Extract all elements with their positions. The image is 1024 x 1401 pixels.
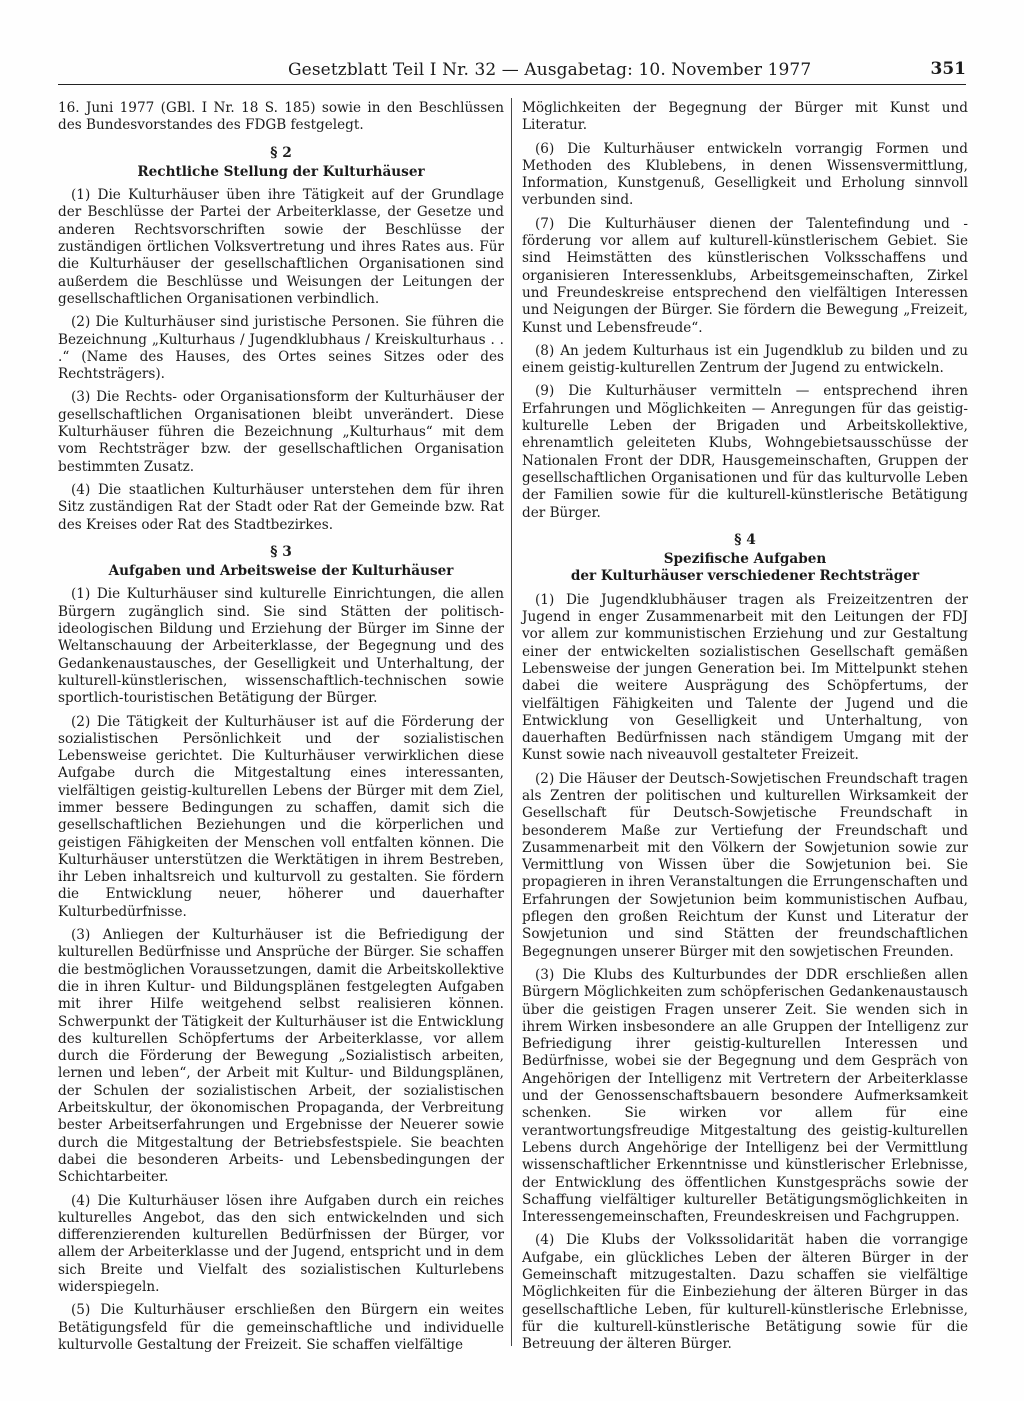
section-3-paragraph-4: (4) Die Kulturhäuser lösen ihre Aufgaben durch ein reiches kulturelles Angebot, das den sich entwickelnden und sich differenzierenden kulturellen Bedürfnissen der Bürger, vor allem der Arbeiterklasse und der Jugend, entspricht und in dem sich Breite und Vielfalt des sozialistischen Kulturlebens widerspiegeln. xyxy=(58,1192,504,1295)
paragraph-continuation: Möglichkeiten der Begegnung der Bürger mit Kunst und Literatur. xyxy=(522,100,968,134)
column-divider xyxy=(511,98,512,1346)
section-2-paragraph-4: (4) Die staatlichen Kulturhäuser unterstehen dem für ihren Sitz zuständigen Rat der Stadt oder Rat der Gemeinde bzw. Rat des Kreises oder Rat des Stadtbezirkes. xyxy=(58,481,504,533)
section-4-title xyxy=(522,551,968,586)
section-3-number: § 3 xyxy=(270,543,292,560)
section-3-paragraph-3: (3) Anliegen der Kulturhäuser ist die Befriedigung der kulturellen Bedürfnisse und Ansprüche der Bürger. Sie schaffen die bestmöglichen Voraussetzungen, damit die Arbeitskollektive die in ihren Kultur- und Bildungsplänen festgelegten Aufgaben mit ihrer Hilfe weitgehend selbst realisieren können. Schwerpunkt der Tätigkeit der Kulturhäuser ist die Entwicklung des kulturellen Schöpfertums der Arbeiterklasse, vor allem durch die Förderung der Bewegung „Sozialistisch arbeiten, lernen und leben“, der Arbeit mit Kultur- und Bildungsplänen, der Schulen der sozialistischen Arbeit, der sozialistischen Arbeitskultur, der ökonomischen Propaganda, der Verbreitung bester Arbeitserfahrungen und Ergebnisse der Neuerer sowie durch die Mitgestaltung der Betriebsfestspiele. Sie beachten dabei die besonderen Arbeits- und Lebensbedingungen der Schichtarbeiter. xyxy=(58,927,504,1186)
section-3-paragraph-1: (1) Die Kulturhäuser sind kulturelle Einrichtungen, die allen Bürgern zugänglich sind. Sie sind Stätten der politisch-ideologischen Bildung und Erziehung der Bürger im Sinne der Weltanschauung der Arbeiterklasse, der Begegnung und des Gedankenaustausches, der Geselligkeit und Unterhaltung, der kulturell-künstlerischen, wissenschaftlich-technischen sowie sportlich-touristischen Betätigung der Bürger. xyxy=(58,586,504,707)
section-4-paragraph-3: (3) Die Klubs des Kulturbundes der DDR erschließen allen Bürgern Möglichkeiten zum schöpferischen Gedankenaustausch über die geistigen Fragen unserer Zeit. Sie wenden sich in ihrem Wirken insbesondere an alle Gruppen der Intelligenz zur Befriedigung ihrer geistig-kulturellen Interessen und Bedürfnisse, wobei sie der Begegnung und dem Gespräch von Angehörigen der Intelligenz mit Vertretern der Arbeiterklasse und der Genossenschaftsbauern besondere Aufmerksamkeit schenken. Sie wirken vor allem für eine verantwortungsfreudige Mitgestaltung des geistig-kulturellen Lebens durch Angehörige der Intelligenz bei der Vermittlung wissenschaftlicher Erkenntnisse und künstlerischer Erlebnisse, der Entwicklung des öffentlichen Kunstgesprächs sowie der Schaffung vielfältiger kultureller Betätigungsmöglichkeiten in Interessengemeinschaften, Freundeskreisen und Fachgruppen. xyxy=(522,966,968,1226)
section-4-paragraph-4: (4) Die Klubs der Volkssolidarität haben die vorrangige Aufgabe, ein glückliches Leben der älteren Bürger in der Gemeinschaft mitzugestalten. Dazu schaffen sie vielfältige Möglichkeiten für die Einbeziehung der älteren Bürger in das gesellschaftliche Leben, für kulturell-künstlerische Erlebnisse, für die kulturell-künstlerische Betätigung sowie für die Betreuung der älteren Bürger. xyxy=(522,1232,968,1353)
left-column xyxy=(58,100,504,1360)
section-3-paragraph-7: (7) Die Kulturhäuser dienen der Talentefindung und -förderung vor allem auf kulturell-künstlerischem Gebiet. Sie sind Heimstätten des künstlerischen Volksschaffens und organisieren Interessenklubs, Arbeitsgemeinschaften, Zirkel und Freundeskreise entsprechend den vielfältigen Interessen und Neigungen der Bürger. Sie fördern die Bewegung „Freizeit, Kunst und Lebensfreude“. xyxy=(522,215,968,336)
section-3-title: Aufgaben und Arbeitsweise der Kulturhäuser xyxy=(108,563,454,580)
section-3-paragraph-9: (9) Die Kulturhäuser vermitteln — entsprechend ihren Erfahrungen und Möglichkeiten — Anregungen für das geistig-kulturelle Leben der Brigaden und Arbeitskollektive, ehrenamtlich geleiteten Klubs, Wohngebietsausschüsse der Nationalen Front der DDR, Hausgemeinschaften, Gruppen der gesellschaftlichen Organisationen und für das kulturvolle Leben der Familien sowie für die kulturell-künstlerische Betätigung der Bürger. xyxy=(522,383,968,521)
section-3-paragraph-6: (6) Die Kulturhäuser entwickeln vorrangig Formen und Methoden des Klublebens, in denen Wissensvermittlung, Information, Kunstgenuß, Geselligkeit und Erholung sinnvoll verbunden sind. xyxy=(522,140,968,209)
section-3-paragraph-8: (8) An jedem Kulturhaus ist ein Jugendklub zu bilden und zu einem geistig-kulturellen Zentrum der Jugend zu entwickeln. xyxy=(522,342,968,377)
section-2-number: § 2 xyxy=(270,144,292,161)
section-4-paragraph-2: (2) Die Häuser der Deutsch-Sowjetischen Freundschaft tragen als Zentren der politischen und kulturellen Wirksamkeit der Gesellschaft für Deutsch-Sowjetische Freundschaft in besonderem Maße zur Vertiefung der Freundschaft und Zusammenarbeit mit den Völkern der Sowjetunion sowie zur Vermittlung von Wissen über die Sowjetunion bei. Sie propagieren in ihren Veranstaltungen die Errungenschaften und Erfahrungen der Sowjetunion beim kommunistischen Aufbau, pflegen den großen Reichtum der Kunst und Literatur der Sowjetunion und sind Stätten der freundschaftlichen Begegnungen unserer Bürger mit den sowjetischen Freunden. xyxy=(522,770,968,960)
section-2-paragraph-2: (2) Die Kulturhäuser sind juristische Personen. Sie führen die Bezeichnung „Kulturhaus / Jugendklubhaus / Kreiskulturhaus . . .“ (Name des Hauses, des Ortes seines Sitzes oder des Rechtsträgers). xyxy=(58,314,504,383)
section-4-paragraph-1: (1) Die Jugendklubhäuser tragen als Freizeitzentren der Jugend in enger Zusammenarbeit mit den Leitungen der FDJ vor allem zur kommunistischen Erziehung und zur Gestaltung einer der entwickelten sozialistischen Gesellschaft gemäßen Lebensweise der jungen Generation bei. Im Mittelpunkt stehen dabei die weitere Ausprägung des Schöpfertums, der vielfältigen Fähigkeiten und Talente der Jugend und die Entwicklung von Geselligkeit und Unterhaltung, von dauerhaften Bedürfnissen nach ständigem Umgang mit der Kunst sowie nach niveauvoll gestalteter Freizeit. xyxy=(522,591,968,764)
section-2-paragraph-1: (1) Die Kulturhäuser üben ihre Tätigkeit auf der Grundlage der Beschlüsse der Partei der Arbeiterklasse, der Gesetze und anderen Rechtsvorschriften sowie der Beschlüsse der zuständigen örtlichen Volksvertretung und ihres Rates aus. Für die Kulturhäuser der gesellschaftlichen Organisationen sind außerdem die Beschlüsse und Weisungen der Leitungen der gesellschaftlichen Organisationen verbindlich. xyxy=(58,187,504,307)
right-column xyxy=(522,100,968,1359)
page-header xyxy=(58,58,966,85)
section-4-title-line-1: Spezifische Aufgaben xyxy=(663,551,827,568)
section-2-paragraph-3: (3) Die Rechts- oder Organisationsform der Kulturhäuser der gesellschaftlichen Organisationen bleibt unverändert. Diese Kulturhäuser führen die Bezeichnung „Kulturhaus“ mit dem vom Rechtsträger bzw. der gesellschaftlichen Organisation bestimmten Zusatz. xyxy=(58,389,504,475)
paragraph-intro: 16. Juni 1977 (GBl. I Nr. 18 S. 185) sowie in den Beschlüssen des Bundesvorstandes des FDGB festgelegt. xyxy=(58,100,504,134)
header-title: Gesetzblatt Teil I Nr. 32 — Ausgabetag: 10. November 1977 xyxy=(288,60,812,80)
page-number: 351 xyxy=(930,59,966,79)
section-2-title: Rechtliche Stellung der Kulturhäuser xyxy=(137,163,425,180)
section-3-paragraph-2: (2) Die Tätigkeit der Kulturhäuser ist auf die Förderung der sozialistischen Persönlichkeit und der sozialistischen Lebensweise gerichtet. Die Kulturhäuser verwirklichen diese Aufgabe durch die Mitgestaltung eines interessanten, vielfältigen geistig-kulturellen Lebens der Bürger mit dem Ziel, immer bessere Bedingungen zu schaffen, damit sich die gesellschaftlichen Beziehungen und die körperlichen und geistigen Fähigkeiten der Menschen voll entfalten können. Die Kulturhäuser unterstützen die Werktätigen in ihrem Bestreben, ihr Leben inhaltsreich und kulturvoll zu gestalten. Sie fördern die Entwicklung neuer, höherer und dauerhafter Kulturbedürfnisse. xyxy=(58,713,504,920)
section-4-title-line-2: der Kulturhäuser verschiedener Rechtsträger xyxy=(570,568,920,585)
section-3-paragraph-5: (5) Die Kulturhäuser erschließen den Bürgern ein weites Betätigungsfeld für die gemeinschaftliche und individuelle kulturvolle Gestaltung der Freizeit. Sie schaffen vielfältige xyxy=(58,1302,504,1353)
section-4-number: § 4 xyxy=(734,531,756,548)
